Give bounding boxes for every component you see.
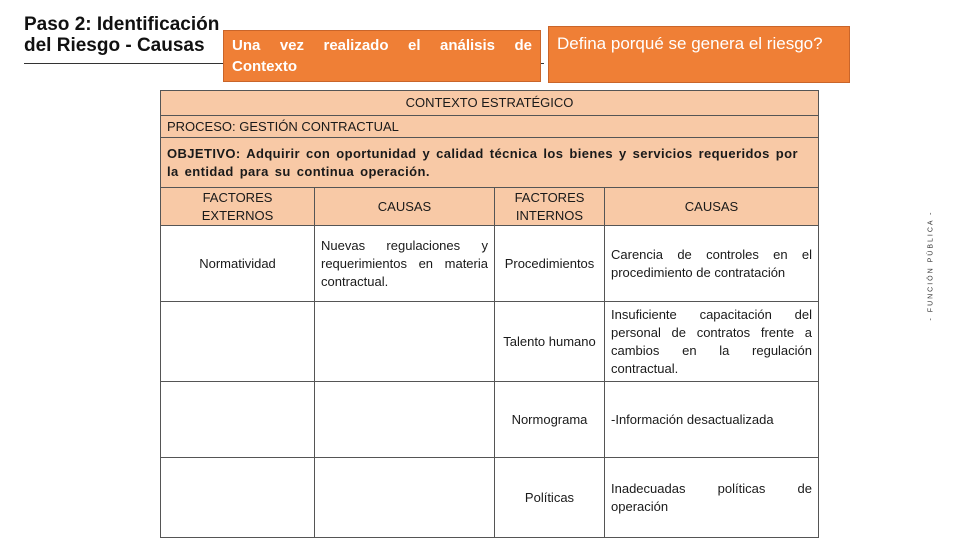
objective-row: OBJETIVO: Adquirir con oportunidad y calidad técnica los bienes y servicios requeridos por la entidad para su continua operación. [161, 138, 819, 188]
external-cause-cell [315, 302, 495, 382]
slide-title-line-2: del Riesgo - Causas [24, 35, 205, 56]
external-cause-cell [315, 382, 495, 458]
external-cause-cell: Nuevas regulaciones y requerimientos en materia contractual. [315, 226, 495, 302]
slide-title [24, 14, 219, 56]
header-external-causes: CAUSAS [315, 188, 495, 226]
external-factor-cell [161, 302, 315, 382]
header-internal-causes: CAUSAS [605, 188, 819, 226]
external-factor-cell [161, 458, 315, 538]
external-factor-cell: Normatividad [161, 226, 315, 302]
header-external-factors: FACTORES EXTERNOS [161, 188, 315, 226]
external-factor-cell [161, 382, 315, 458]
context-heading: CONTEXTO ESTRATÉGICO [161, 91, 819, 116]
callout-question: Defina porqué se genera el riesgo? [548, 26, 850, 83]
external-cause-cell [315, 458, 495, 538]
side-label-text: - FUNCIÓN PÚBLICA - [927, 210, 935, 320]
header-internal-factors: FACTORES INTERNOS [495, 188, 605, 226]
table-row [161, 382, 819, 458]
internal-factor-cell: Talento humano [495, 302, 605, 382]
internal-factor-cell: Normograma [495, 382, 605, 458]
callout-analysis: Una vez realizado el análisis de Contexto [223, 30, 541, 82]
internal-cause-cell: Insuficiente capacitación del personal de contratos frente a cambios en la regulación contractual. [605, 302, 819, 382]
internal-cause-cell: Inadecuadas políticas de operación [605, 458, 819, 538]
slide-title-line-1: Paso 2: Identificación [24, 14, 220, 35]
side-label [924, 190, 938, 340]
process-row: PROCESO: GESTIÓN CONTRACTUAL [161, 116, 819, 138]
internal-factor-cell: Procedimientos [495, 226, 605, 302]
internal-factor-cell: Políticas [495, 458, 605, 538]
internal-cause-cell: -Información desactualizada [605, 382, 819, 458]
table-row [161, 458, 819, 538]
context-table [160, 90, 819, 538]
table-row [161, 302, 819, 382]
table-row [161, 226, 819, 302]
internal-cause-cell: Carencia de controles en el procedimiento de contratación [605, 226, 819, 302]
